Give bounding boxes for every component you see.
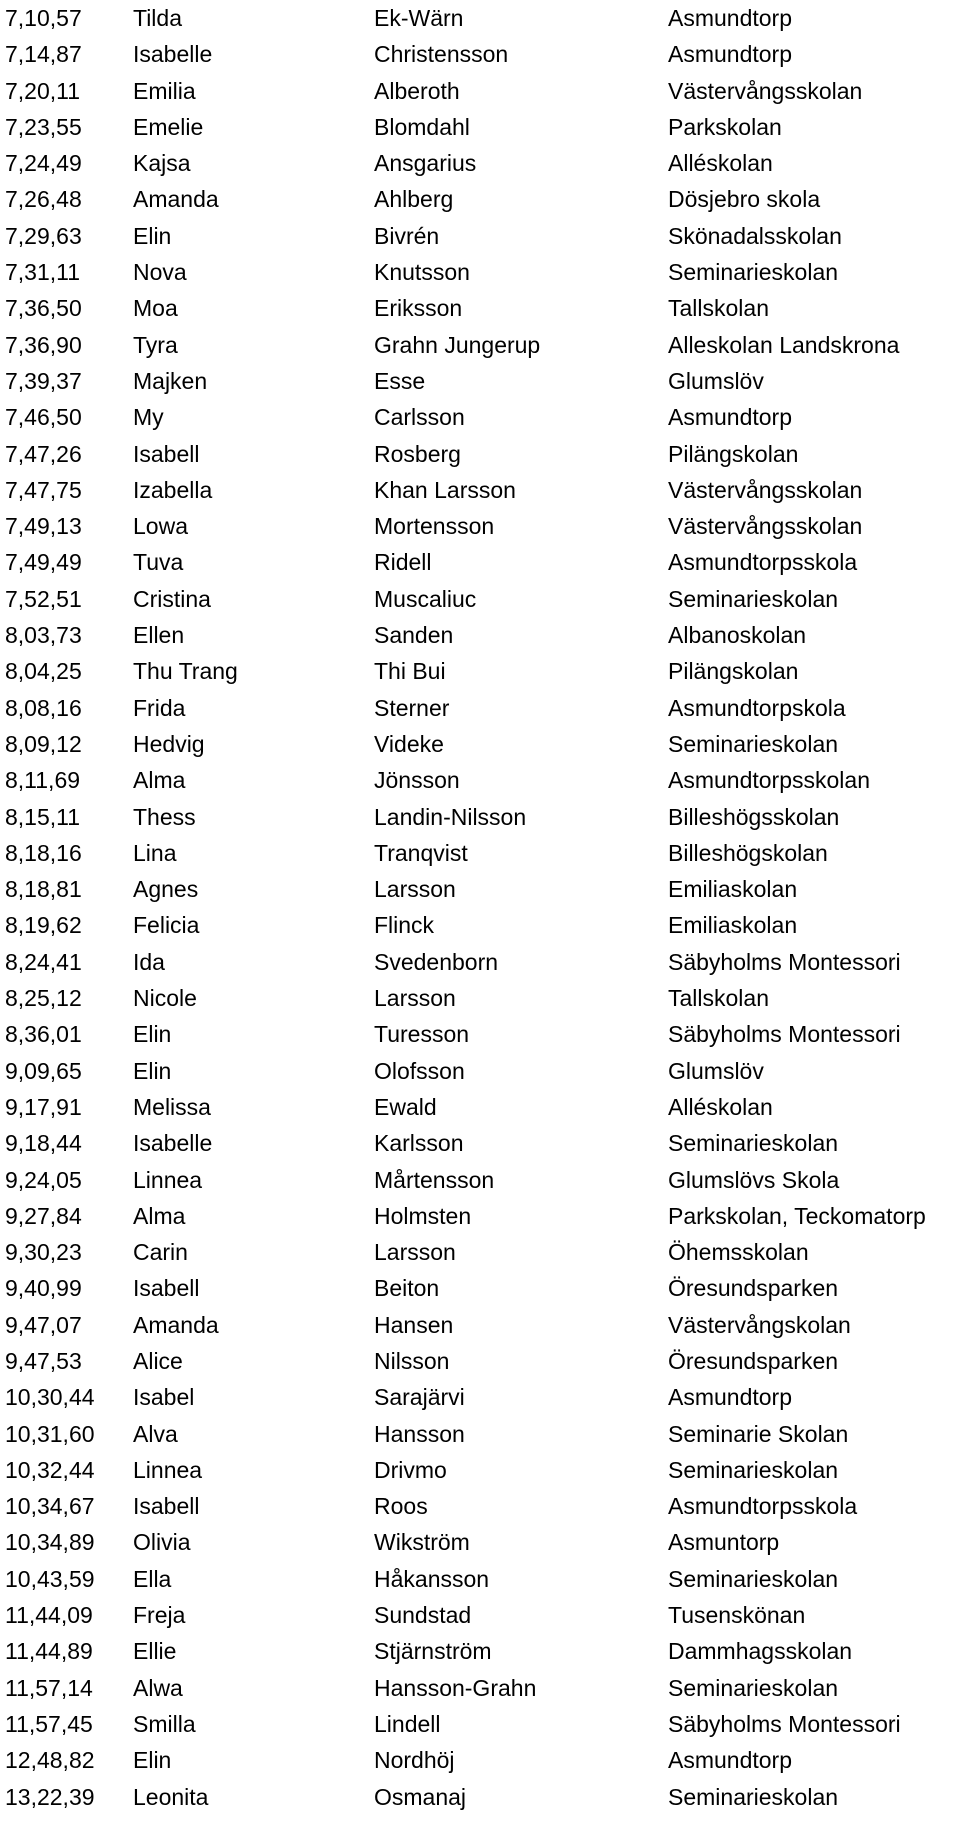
result-first-name: Isabell xyxy=(133,1275,200,1302)
result-first-name: Smilla xyxy=(133,1710,196,1737)
result-school: Parkskolan xyxy=(668,113,782,140)
result-last-name: Ansgarius xyxy=(374,150,477,177)
result-row xyxy=(0,1416,960,1452)
result-school: Seminarieskolan xyxy=(668,259,839,286)
result-last-name: Ek-Wärn xyxy=(374,5,464,31)
result-school: Öresundsparken xyxy=(668,1347,839,1374)
result-first-name: Freja xyxy=(133,1602,186,1629)
result-time: 12,48,82 xyxy=(5,1747,95,1774)
result-school: Asmundtorpsskolan xyxy=(668,767,870,794)
result-time: 9,18,44 xyxy=(5,1130,82,1157)
result-school: Öhemsskolan xyxy=(668,1239,809,1266)
result-school: Västervångsskolan xyxy=(668,476,863,503)
result-school: Alleskolan Landskrona xyxy=(668,331,900,358)
result-school: Seminarieskolan xyxy=(668,1456,839,1483)
result-last-name: Ridell xyxy=(374,549,432,576)
result-time: 9,30,23 xyxy=(5,1239,82,1266)
result-last-name: Beiton xyxy=(374,1275,440,1302)
result-last-name: Osmanaj xyxy=(374,1783,467,1810)
result-last-name: Turesson xyxy=(374,1021,470,1048)
result-last-name: Svedenborn xyxy=(374,948,499,975)
result-last-name: Christensson xyxy=(374,41,509,68)
result-last-name: Khan Larsson xyxy=(374,476,516,503)
result-first-name: Amanda xyxy=(133,186,219,213)
result-school: Glumslöv xyxy=(668,1057,764,1084)
result-school: Pilängskolan xyxy=(668,658,799,685)
result-first-name: Isabelle xyxy=(133,41,213,68)
result-first-name: Lowa xyxy=(133,513,188,540)
result-first-name: Elin xyxy=(133,1021,172,1048)
result-row xyxy=(0,1524,960,1560)
result-first-name: Alice xyxy=(133,1347,183,1374)
result-first-name: Linnea xyxy=(133,1166,203,1193)
result-school: Asmundtorp xyxy=(668,404,793,431)
result-row xyxy=(0,1307,960,1343)
result-time: 9,27,84 xyxy=(5,1202,82,1229)
result-time: 8,25,12 xyxy=(5,985,82,1012)
result-row xyxy=(0,290,960,326)
result-first-name: Alwa xyxy=(133,1674,183,1701)
result-time: 7,14,87 xyxy=(5,41,82,68)
result-row xyxy=(0,1597,960,1633)
result-row xyxy=(0,1670,960,1706)
result-last-name: Olofsson xyxy=(374,1057,465,1084)
result-row xyxy=(0,36,960,72)
result-row xyxy=(0,327,960,363)
result-school: Västervångsskolan xyxy=(668,77,863,104)
result-first-name: Amanda xyxy=(133,1311,219,1338)
result-last-name: Sanden xyxy=(374,622,454,649)
result-first-name: Carin xyxy=(133,1239,188,1266)
result-time: 8,04,25 xyxy=(5,658,82,685)
result-row xyxy=(0,145,960,181)
result-time: 7,20,11 xyxy=(5,77,81,104)
result-time: 11,57,14 xyxy=(5,1674,93,1701)
result-row xyxy=(0,436,960,472)
result-last-name: Jönsson xyxy=(374,767,460,794)
result-first-name: Tyra xyxy=(133,331,178,358)
result-school: Alléskolan xyxy=(668,150,773,177)
result-last-name: Larsson xyxy=(374,1239,456,1266)
result-last-name: Lindell xyxy=(374,1710,441,1737)
result-last-name: Sundstad xyxy=(374,1602,472,1629)
result-school: Pilängskolan xyxy=(668,440,799,467)
result-row xyxy=(0,218,960,254)
result-row xyxy=(0,1125,960,1161)
result-first-name: Isabelle xyxy=(133,1130,213,1157)
result-time: 9,47,53 xyxy=(5,1347,82,1374)
result-school: Seminarieskolan xyxy=(668,1565,839,1592)
result-first-name: Kajsa xyxy=(133,150,191,177)
result-last-name: Bivrén xyxy=(374,222,440,249)
result-school: Dösjebro skola xyxy=(668,186,821,213)
result-first-name: Izabella xyxy=(133,476,213,503)
result-first-name: Lina xyxy=(133,839,177,866)
result-row xyxy=(0,1089,960,1125)
result-first-name: Isabell xyxy=(133,1493,200,1520)
result-row xyxy=(0,1452,960,1488)
result-last-name: Blomdahl xyxy=(374,113,470,140)
result-first-name: Tuva xyxy=(133,549,184,576)
result-time: 10,43,59 xyxy=(5,1565,95,1592)
result-time: 9,47,07 xyxy=(5,1311,82,1338)
result-row xyxy=(0,181,960,217)
result-school: Tusenskönan xyxy=(668,1602,806,1629)
result-first-name: Frida xyxy=(133,694,186,721)
result-last-name: Eriksson xyxy=(374,295,463,322)
result-first-name: Ellen xyxy=(133,622,185,649)
result-first-name: Ellie xyxy=(133,1638,177,1665)
result-row xyxy=(0,1779,960,1815)
result-time: 7,31,11 xyxy=(5,259,81,286)
result-school: Emiliaskolan xyxy=(668,912,798,939)
result-first-name: Elin xyxy=(133,1057,172,1084)
result-time: 10,34,67 xyxy=(5,1493,95,1520)
result-last-name: Ahlberg xyxy=(374,186,454,213)
result-school: Asmundtorpsskola xyxy=(668,549,858,576)
result-first-name: Elin xyxy=(133,1747,172,1774)
result-first-name: Olivia xyxy=(133,1529,191,1556)
result-first-name: Thu Trang xyxy=(133,658,238,685)
result-school: Asmundtorpsskola xyxy=(668,1493,858,1520)
result-first-name: Isabell xyxy=(133,440,200,467)
result-row xyxy=(0,1561,960,1597)
result-time: 8,08,16 xyxy=(5,694,82,721)
result-row xyxy=(0,363,960,399)
result-time: 7,29,63 xyxy=(5,222,82,249)
result-last-name: Hansson-Grahn xyxy=(374,1674,537,1701)
result-school: Seminarieskolan xyxy=(668,1674,839,1701)
result-last-name: Larsson xyxy=(374,985,456,1012)
result-first-name: Leonita xyxy=(133,1783,209,1810)
result-school: Seminarieskolan xyxy=(668,730,839,757)
result-time: 8,09,12 xyxy=(5,730,82,757)
result-first-name: Isabel xyxy=(133,1384,195,1411)
result-school: Säbyholms Montessori xyxy=(668,948,901,975)
result-row xyxy=(0,1488,960,1524)
result-row xyxy=(0,472,960,508)
result-row xyxy=(0,835,960,871)
result-last-name: Knutsson xyxy=(374,259,470,286)
result-last-name: Nordhöj xyxy=(374,1747,455,1774)
result-time: 9,09,65 xyxy=(5,1057,82,1084)
result-first-name: Nova xyxy=(133,259,187,286)
result-first-name: Alva xyxy=(133,1420,178,1447)
result-time: 11,44,89 xyxy=(5,1638,93,1665)
result-time: 8,03,73 xyxy=(5,622,82,649)
result-time: 8,24,41 xyxy=(5,948,82,975)
result-school: Västervångskolan xyxy=(668,1311,851,1338)
result-school: Västervångsskolan xyxy=(668,513,863,540)
result-row xyxy=(0,1198,960,1234)
result-time: 8,18,16 xyxy=(5,839,82,866)
result-first-name: My xyxy=(133,404,164,431)
result-first-name: Alma xyxy=(133,767,186,794)
result-last-name: Landin-Nilsson xyxy=(374,803,527,830)
result-row xyxy=(0,544,960,580)
result-last-name: Ewald xyxy=(374,1093,437,1120)
result-row xyxy=(0,1706,960,1742)
result-time: 10,30,44 xyxy=(5,1384,95,1411)
result-time: 7,23,55 xyxy=(5,113,82,140)
result-school: Asmundtorp xyxy=(668,1384,793,1411)
result-row xyxy=(0,1343,960,1379)
result-school: Skönadalsskolan xyxy=(668,222,842,249)
result-last-name: Tranqvist xyxy=(374,839,468,866)
result-first-name: Emelie xyxy=(133,113,204,140)
result-first-name: Elin xyxy=(133,222,172,249)
result-time: 7,49,13 xyxy=(5,513,82,540)
result-row xyxy=(0,1162,960,1198)
result-row xyxy=(0,1270,960,1306)
result-last-name: Sterner xyxy=(374,694,450,721)
result-school: Seminarieskolan xyxy=(668,1130,839,1157)
result-first-name: Alma xyxy=(133,1202,186,1229)
result-school: Albanoskolan xyxy=(668,622,807,649)
result-last-name: Mårtensson xyxy=(374,1166,495,1193)
result-row xyxy=(0,0,960,36)
result-first-name: Moa xyxy=(133,295,178,322)
result-time: 8,15,11 xyxy=(5,803,81,830)
result-time: 7,24,49 xyxy=(5,150,82,177)
result-time: 8,18,81 xyxy=(5,876,82,903)
result-first-name: Linnea xyxy=(133,1456,203,1483)
result-last-name: Stjärnström xyxy=(374,1638,492,1665)
result-last-name: Holmsten xyxy=(374,1202,472,1229)
result-row xyxy=(0,653,960,689)
result-first-name: Majken xyxy=(133,367,208,394)
result-last-name: Alberoth xyxy=(374,77,460,104)
result-last-name: Esse xyxy=(374,367,426,394)
result-row xyxy=(0,1633,960,1669)
result-last-name: Roos xyxy=(374,1493,428,1520)
result-row xyxy=(0,762,960,798)
result-school: Parkskolan, Teckomatorp xyxy=(668,1202,926,1229)
result-school: Emiliaskolan xyxy=(668,876,798,903)
result-row xyxy=(0,109,960,145)
result-last-name: Videke xyxy=(374,730,444,757)
result-time: 7,10,57 xyxy=(5,5,82,31)
result-last-name: Sarajärvi xyxy=(374,1384,465,1411)
result-row xyxy=(0,690,960,726)
result-row xyxy=(0,581,960,617)
result-time: 8,11,69 xyxy=(5,767,81,794)
result-row xyxy=(0,399,960,435)
result-school: Säbyholms Montessori xyxy=(668,1021,901,1048)
result-time: 7,26,48 xyxy=(5,186,82,213)
result-school: Asmundtorp xyxy=(668,5,793,31)
result-time: 13,22,39 xyxy=(5,1783,95,1810)
result-school: Dammhagsskolan xyxy=(668,1638,853,1665)
result-row xyxy=(0,1016,960,1052)
result-last-name: Larsson xyxy=(374,876,456,903)
result-school: Seminarieskolan xyxy=(668,1783,839,1810)
result-row xyxy=(0,1742,960,1778)
result-school: Glumslöv xyxy=(668,367,764,394)
result-row xyxy=(0,1379,960,1415)
result-time: 8,36,01 xyxy=(5,1021,82,1048)
result-school: Asmundtorpskola xyxy=(668,694,846,721)
result-first-name: Thess xyxy=(133,803,196,830)
result-row xyxy=(0,799,960,835)
result-school: Asmundtorp xyxy=(668,1747,793,1774)
result-time: 8,19,62 xyxy=(5,912,82,939)
result-time: 7,47,26 xyxy=(5,440,82,467)
result-first-name: Nicole xyxy=(133,985,197,1012)
result-row xyxy=(0,508,960,544)
result-school: Asmuntorp xyxy=(668,1529,780,1556)
result-first-name: Emilia xyxy=(133,77,196,104)
result-time: 7,39,37 xyxy=(5,367,82,394)
result-school: Tallskolan xyxy=(668,985,769,1012)
result-time: 11,57,45 xyxy=(5,1710,93,1737)
result-first-name: Melissa xyxy=(133,1093,211,1120)
result-school: Tallskolan xyxy=(668,295,769,322)
result-last-name: Karlsson xyxy=(374,1130,464,1157)
result-school: Billeshögsskolan xyxy=(668,803,840,830)
result-last-name: Wikström xyxy=(374,1529,470,1556)
result-row xyxy=(0,73,960,109)
result-last-name: Mortensson xyxy=(374,513,495,540)
result-first-name: Cristina xyxy=(133,585,211,612)
result-first-name: Ida xyxy=(133,948,165,975)
result-time: 11,44,09 xyxy=(5,1602,93,1629)
result-row xyxy=(0,980,960,1016)
result-row xyxy=(0,1053,960,1089)
result-last-name: Drivmo xyxy=(374,1456,447,1483)
result-time: 9,24,05 xyxy=(5,1166,82,1193)
result-row xyxy=(0,617,960,653)
result-first-name: Ella xyxy=(133,1565,172,1592)
result-first-name: Agnes xyxy=(133,876,199,903)
result-row xyxy=(0,1234,960,1270)
result-first-name: Felicia xyxy=(133,912,200,939)
result-last-name: Nilsson xyxy=(374,1347,450,1374)
result-last-name: Thi Bui xyxy=(374,658,446,685)
result-first-name: Hedvig xyxy=(133,730,205,757)
result-school: Säbyholms Montessori xyxy=(668,1710,901,1737)
result-school: Glumslövs Skola xyxy=(668,1166,840,1193)
result-last-name: Håkansson xyxy=(374,1565,490,1592)
result-time: 9,40,99 xyxy=(5,1275,82,1302)
result-time: 7,36,50 xyxy=(5,295,82,322)
result-last-name: Grahn Jungerup xyxy=(374,331,541,358)
result-time: 7,36,90 xyxy=(5,331,82,358)
result-last-name: Hansen xyxy=(374,1311,454,1338)
result-row xyxy=(0,944,960,980)
result-time: 7,49,49 xyxy=(5,549,82,576)
result-time: 10,34,89 xyxy=(5,1529,95,1556)
result-school: Billeshögskolan xyxy=(668,839,828,866)
result-last-name: Muscaliuc xyxy=(374,585,477,612)
result-time: 10,32,44 xyxy=(5,1456,95,1483)
result-last-name: Rosberg xyxy=(374,440,461,467)
result-time: 10,31,60 xyxy=(5,1420,95,1447)
result-first-name: Tilda xyxy=(133,5,182,31)
result-row xyxy=(0,726,960,762)
result-row xyxy=(0,871,960,907)
result-row xyxy=(0,254,960,290)
result-school: Alléskolan xyxy=(668,1093,773,1120)
result-school: Seminarie Skolan xyxy=(668,1420,849,1447)
result-row xyxy=(0,907,960,943)
result-school: Öresundsparken xyxy=(668,1275,839,1302)
result-last-name: Carlsson xyxy=(374,404,465,431)
result-school: Seminarieskolan xyxy=(668,585,839,612)
result-time: 7,52,51 xyxy=(5,585,82,612)
result-time: 9,17,91 xyxy=(5,1093,82,1120)
result-last-name: Flinck xyxy=(374,912,435,939)
result-time: 7,46,50 xyxy=(5,404,82,431)
result-last-name: Hansson xyxy=(374,1420,465,1447)
result-school: Asmundtorp xyxy=(668,41,793,68)
result-time: 7,47,75 xyxy=(5,476,82,503)
